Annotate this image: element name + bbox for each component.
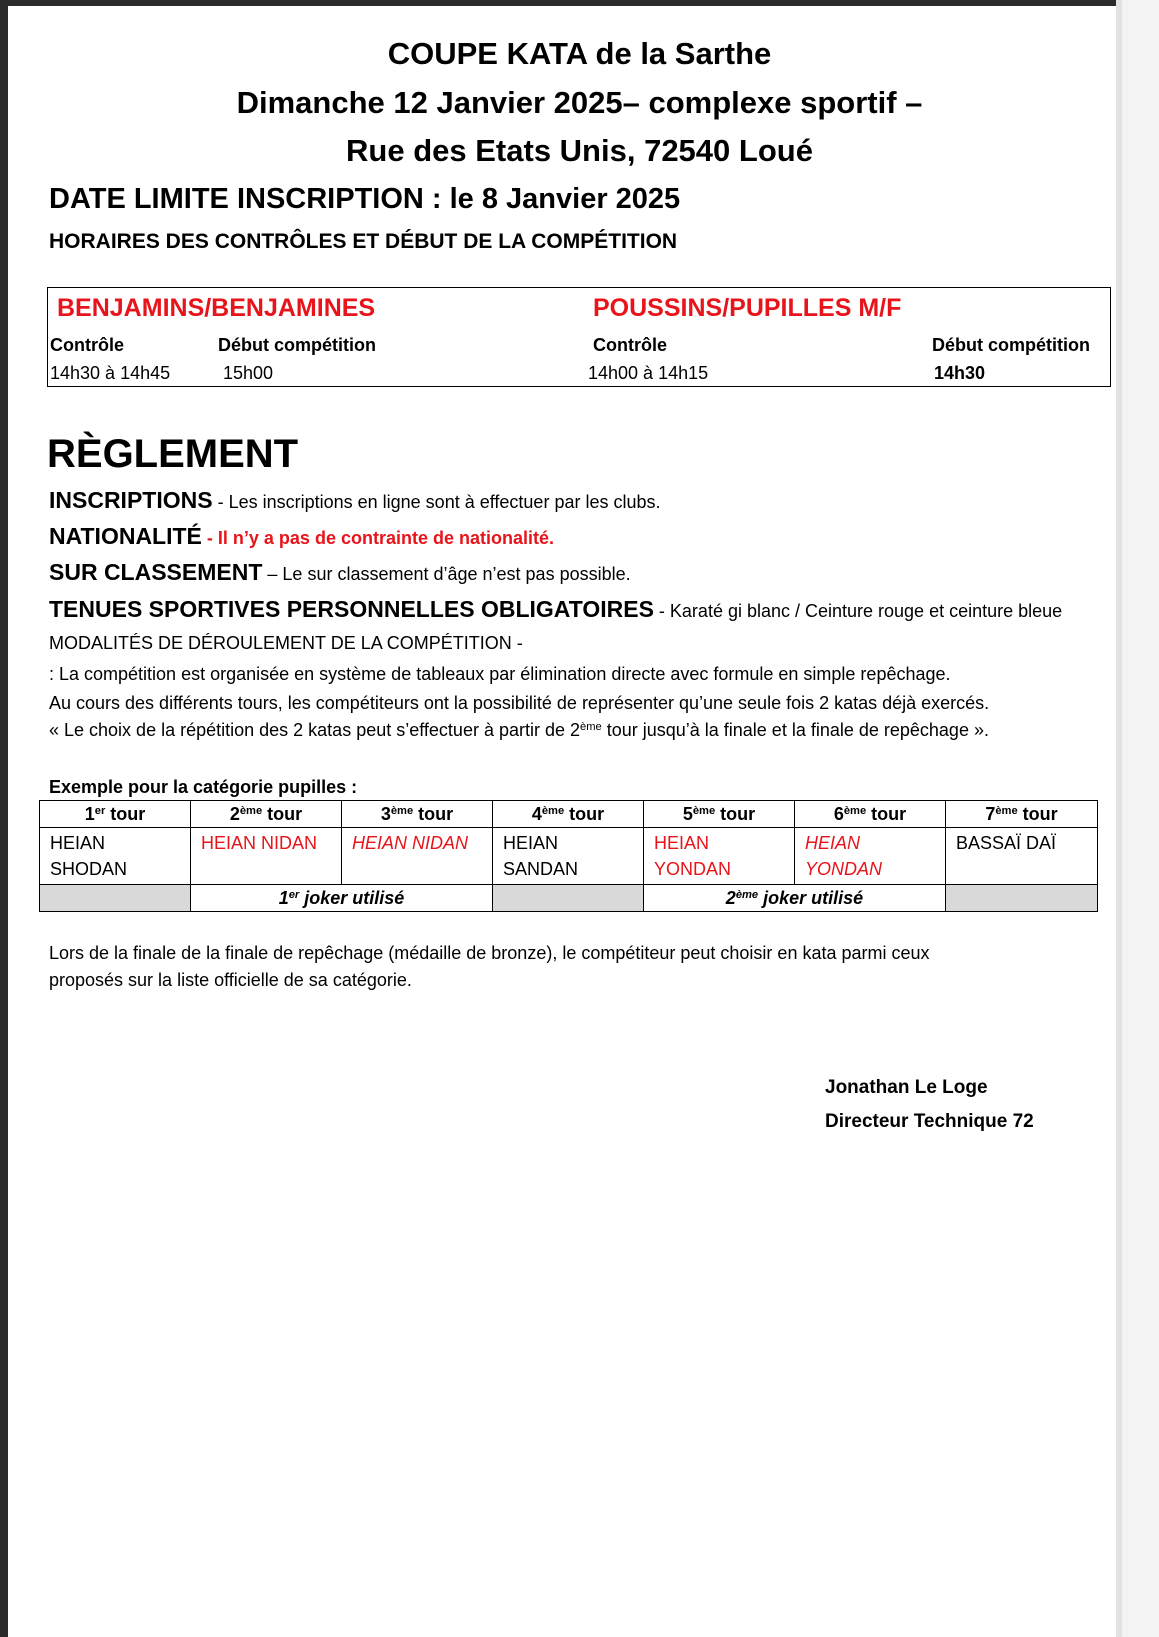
rule-tenues [49,596,1062,623]
group-benjamins-control-time: 14h30 à 14h45 [50,363,171,383]
group-poussins-control-time: 14h00 à 14h15 [588,363,709,383]
viewer-top-border [0,0,1159,6]
rule-modalites: MODALITÉS DE DÉROULEMENT DE LA COMPÉTITION - [49,633,523,653]
rule-tenues-head: TENUES SPORTIVES PERSONNELLES OBLIGATOIRES [49,596,654,622]
group-benjamins-start-time: 15h00 [223,363,274,383]
table-kata-row [40,828,1098,885]
rule-line-2: Au cours des différents tours, les compétiteurs ont la possibilité de représenter qu’une seule fois 2 katas déjà exercés. [49,693,990,713]
group-poussins-start-time: 14h30 [934,363,986,383]
kata-cell: HEIAN YONDAN [644,828,795,885]
signature-role: Directeur Technique 72 [825,1111,1034,1132]
round-header: 7ème tour [946,801,1098,828]
group-poussins-title: POUSSINS/PUPILLES M/F [593,294,902,322]
doc-title: COUPE KATA de la Sarthe [387,36,772,71]
round-header: 3ème tour [342,801,493,828]
round-header: 6ème tour [795,801,946,828]
signature-name: Jonathan Le Loge [825,1077,988,1098]
table-header-row [40,801,1098,828]
rule-inscriptions-head: INSCRIPTIONS [49,487,213,513]
final-note-line-2: proposés sur la liste officielle de sa catégorie. [49,970,412,990]
joker-2-cell: 2ème joker utilisé [644,885,946,912]
round-header: 4ème tour [493,801,644,828]
group-benjamins-title: BENJAMINS/BENJAMINES [57,294,376,322]
round-header: 2ème tour [191,801,342,828]
schedule-heading: HORAIRES DES CONTRÔLES ET DÉBUT DE LA COMPÉTITION [49,230,678,253]
rule-line-3: « Le choix de la répétition des 2 katas peut s’effectuer à partir de 2ème tour jusqu’à la finale et la finale de repêchage ». [49,720,989,740]
round-header: 5ème tour [644,801,795,828]
rule-sur-classement [49,559,631,586]
final-note-line-1: Lors de la finale de la finale de repêchage (médaille de bronze), le compétiteur peut choisir en kata parmi ceux [49,943,930,963]
rule-nationalite-text: - Il n’y a pas de contrainte de nationalité. [201,528,554,548]
reglement-heading: RÈGLEMENT [47,432,299,476]
kata-cell: HEIAN YONDAN [795,828,946,885]
joker-empty-cell [946,885,1098,912]
rule-tenues-text: - Karaté gi blanc / Ceinture rouge et ceinture bleue [653,601,1063,621]
group-benjamins-control-label: Contrôle [50,335,124,355]
rule-nationalite-head: NATIONALITÉ [49,523,202,549]
viewer-left-border [0,0,8,1637]
joker-empty-cell [40,885,191,912]
registration-deadline: DATE LIMITE INSCRIPTION : le 8 Janvier 2025 [49,183,681,215]
table-joker-row [40,885,1098,912]
kata-cell: HEIAN SANDAN [493,828,644,885]
group-benjamins-start-label: Début compétition [218,335,376,355]
rule-line-1: : La compétition est organisée en système de tableaux par élimination directe avec formule en simple repêchage. [49,664,951,684]
kata-cell: HEIAN NIDAN [191,828,342,885]
rule-classement-head: SUR CLASSEMENT [49,559,263,585]
round-header: 1er tour [40,801,191,828]
rule-nationalite [49,523,554,550]
rule-inscriptions-text: - Les inscriptions en ligne sont à effectuer par les clubs. [212,492,661,512]
example-caption: Exemple pour la catégorie pupilles : [49,777,358,797]
kata-cell: HEIAN NIDAN [342,828,493,885]
joker-1-cell: 1er joker utilisé [191,885,493,912]
rule-classement-text: – Le sur classement d’âge n’est pas possible. [262,564,631,584]
viewer-right-margin [1116,0,1159,1637]
kata-cell: BASSAÏ DAÏ [946,828,1098,885]
doc-date-venue: Dimanche 12 Janvier 2025– complexe sportif – [236,85,923,120]
group-poussins-start-label: Début compétition [932,335,1090,355]
group-poussins-control-label: Contrôle [593,335,667,355]
kata-cell: HEIAN SHODAN [40,828,191,885]
doc-address: Rue des Etats Unis, 72540 Loué [346,133,813,168]
joker-empty-cell [493,885,644,912]
rule-inscriptions [49,487,661,514]
example-table [39,800,1098,912]
